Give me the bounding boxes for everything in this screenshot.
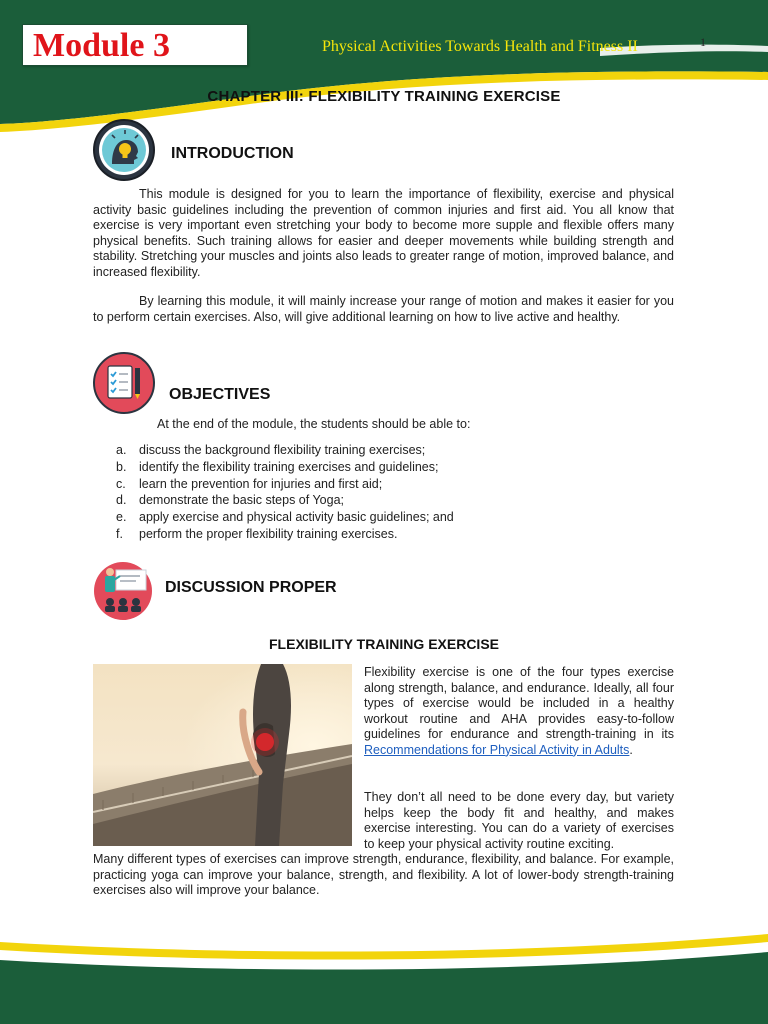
- module-label: Module 3: [22, 24, 248, 66]
- discussion-paragraph-2: They don’t all need to be done every day, but variety helps keep the body fit and healthy, and makes exercise interesting. You can do a variety of exercises to keep your physical activity routine exciting.: [364, 790, 674, 851]
- list-item-letter: b.: [116, 459, 127, 474]
- list-item-letter: a.: [116, 443, 127, 457]
- list-item: [116, 492, 454, 509]
- recommendations-link[interactable]: Recommendations for Physical Activity in Adults: [364, 742, 630, 757]
- lightbulb-head-icon: [92, 118, 156, 187]
- list-item-text: identify the flexibility training exercises and guidelines;: [139, 459, 439, 474]
- objectives-intro: At the end of the module, the students should be able to:: [157, 417, 471, 431]
- list-item-letter: c.: [116, 476, 126, 491]
- list-item-letter: f.: [116, 526, 123, 541]
- discussion-heading: DISCUSSION PROPER: [165, 579, 337, 596]
- bottom-banner: [0, 920, 768, 1024]
- list-item-text: discuss the background flexibility training exercises;: [139, 443, 426, 457]
- objectives-list: [116, 442, 454, 543]
- list-item: [116, 459, 454, 476]
- presenter-icon: [92, 560, 154, 627]
- objectives-heading: OBJECTIVES: [169, 386, 271, 403]
- introduction-heading: INTRODUCTION: [171, 145, 294, 162]
- discussion-paragraph-1: [364, 665, 674, 758]
- list-item: [116, 509, 454, 526]
- chapter-title: CHAPTER III: FLEXIBILITY TRAINING EXERCISE: [207, 88, 561, 105]
- runner-stretching-photo: [93, 664, 352, 846]
- list-item: [116, 442, 454, 459]
- header-title: Physical Activities Towards Health and Fitness II: [322, 38, 638, 55]
- list-item-text: apply exercise and physical activity basic guidelines; and: [139, 510, 454, 525]
- list-item: [116, 526, 454, 543]
- introduction-paragraph-2: By learning this module, it will mainly increase your range of motion and makes it easier for you to perform certain exercises. Also, will give additional learning on how to live active and healthy.: [93, 294, 674, 324]
- discussion-paragraph-1-text: Flexibility exercise is one of the four types exercise along strength, balance, and endurance. Ideally, all four types of exercise would be included in a healthy workout routine and AHA provides easy-to-follow guidelines for endurance and strength-training in its: [364, 665, 674, 741]
- list-item-letter: d.: [116, 493, 127, 508]
- discussion-paragraph-1-end: .: [629, 742, 633, 757]
- list-item: [116, 476, 454, 493]
- list-item-text: perform the proper flexibility training exercises.: [139, 526, 398, 541]
- list-item-text: learn the prevention for injuries and first aid;: [139, 476, 383, 491]
- discussion-paragraph-3: Many different types of exercises can improve strength, endurance, flexibility, and balance. For example, practicing yoga can improve your balance, strength, and flexibility. A lot of lower-body strength-training exercises also will improve your balance.: [93, 852, 674, 897]
- discussion-subtitle: FLEXIBILITY TRAINING EXERCISE: [269, 636, 499, 652]
- checklist-icon: [93, 352, 155, 419]
- list-item-letter: e.: [116, 510, 127, 525]
- introduction-paragraph-1: This module is designed for you to learn the importance of flexibility, exercise and physical activity basic guidelines including the prevention of common injuries and first aid. You all know that exercise is very important even stretching your body to become more supple and flexible offers many physical benefits. Such training allows for easier and deeper movements while building strength and stability. Stretching your muscles and joints also leads to greater range of motion, improved balance, and increased flexibility.: [93, 187, 674, 279]
- page-number: 1: [700, 35, 706, 49]
- list-item-text: demonstrate the basic steps of Yoga;: [139, 493, 344, 508]
